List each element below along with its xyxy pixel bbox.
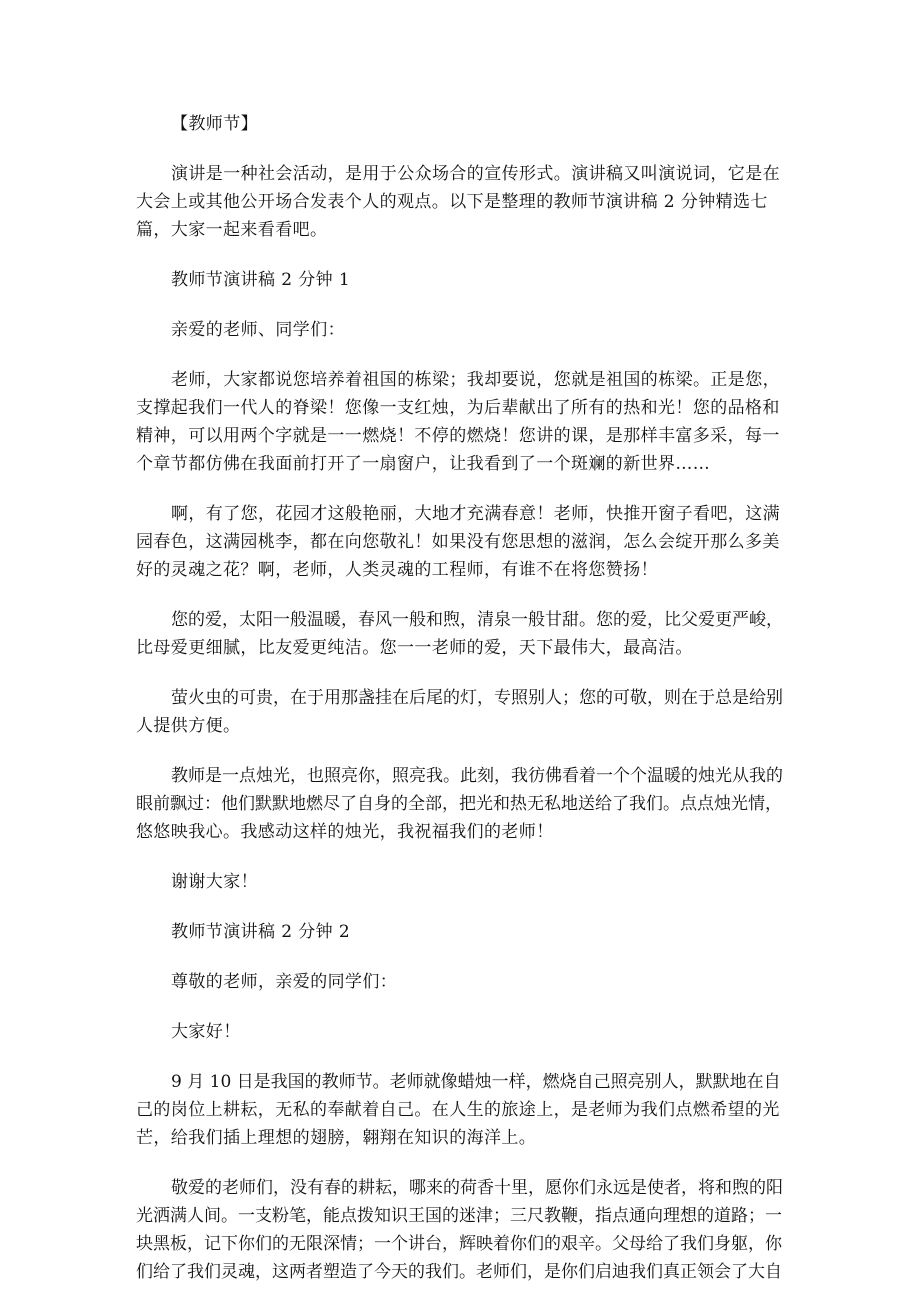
- text-line: 您的爱，太阳一般温暖，春风一般和煦，清泉一般甘甜。您的爱，比父爱更严峻，: [171, 610, 783, 630]
- text-line: 篇，大家一起来看看吧。: [136, 220, 328, 240]
- text-line: 教师节演讲稿 2 分钟 2: [171, 922, 351, 942]
- text-line: 萤火虫的可贵，在于用那盏挂在后尾的灯，专照别人；您的可敬，则在于总是给别: [171, 688, 783, 708]
- text-line: 个章节都仿佛在我面前打开了一扇窗户，让我看到了一个斑斓的新世界……: [136, 454, 711, 474]
- text-line: 【教师节】: [171, 114, 258, 134]
- text-line: 光洒满人间。一支粉笔，能点拨知识王国的迷津；三尺教鞭，指点通向理想的道路；一: [136, 1206, 782, 1226]
- text-line: 大家好！: [171, 1022, 241, 1042]
- text-line: 大会上或其他公开场合发表个人的观点。以下是整理的教师节演讲稿 2 分钟精选七: [136, 192, 768, 212]
- text-line: 们给了我们灵魂，这两者塑造了今天的我们。老师们，是你们启迪我们真正领会了大自: [136, 1262, 782, 1282]
- text-line: 演讲是一种社会活动，是用于公众场合的宣传形式。演讲稿又叫演说词，它是在: [171, 164, 780, 184]
- text-line: 园春色，这满园桃李，都在向您敬礼！如果没有您思想的滋润，怎么会绽开那么多美: [136, 532, 780, 552]
- text-line: 老师，大家都说您培养着祖国的栋梁；我却要说，您就是祖国的栋梁。正是您，: [171, 370, 780, 390]
- text-line: 悠悠映我心。我感动这样的烛光，我祝福我们的老师！: [136, 822, 554, 842]
- text-line: 块黑板，记下你们的无限深情；一个讲台，辉映着你们的艰辛。父母给了我们身躯，你: [136, 1234, 782, 1254]
- text-line: 己的岗位上耕耘，无私的奉献着自己。在人生的旅途上，是老师为我们点燃希望的光: [136, 1100, 780, 1120]
- text-line: 谢谢大家！: [171, 872, 258, 892]
- text-line: 支撑起我们一代人的脊梁！您像一支红烛，为后辈献出了所有的热和光！您的品格和: [136, 398, 780, 418]
- text-line: 教师是一点烛光，也照亮你，照亮我。此刻，我彷佛看着一个个温暖的烛光从我的: [171, 766, 783, 786]
- document-page: [136, 110, 784, 1286]
- text-line: 好的灵魂之花？啊，老师，人类灵魂的工程师，有谁不在将您赞扬！: [136, 560, 658, 580]
- text-line: 教师节演讲稿 2 分钟 1: [171, 270, 351, 290]
- text-line: 9 月 10 日是我国的教师节。老师就像蜡烛一样，燃烧自己照亮别人，默默地在自: [171, 1072, 781, 1092]
- text-line: 芒，给我们插上理想的翅膀，翱翔在知识的海洋上。: [136, 1128, 537, 1148]
- text-line: 啊，有了您，花园才这般艳丽，大地才充满春意！老师，快推开窗子看吧，这满: [171, 504, 780, 524]
- text-line: 比母爱更细腻，比友爱更纯洁。您一一老师的爱，天下最伟大，最高洁。: [136, 638, 693, 658]
- text-line: 尊敬的老师，亲爱的同学们：: [171, 972, 398, 992]
- text-line: 精神，可以用两个字就是一一燃烧！不停的燃烧！您讲的课，是那样丰富多采，每一: [136, 426, 780, 446]
- text-line: 敬爱的老师们，没有春的耕耘，哪来的荷香十里，愿你们永远是使者，将和煦的阳: [171, 1178, 783, 1198]
- text-line: 亲爱的老师、同学们：: [171, 320, 345, 340]
- text-line: 人提供方便。: [136, 716, 241, 736]
- text-line: 眼前飘过：他们默默地燃尽了自身的全部，把光和热无私地送给了我们。点点烛光情，: [136, 794, 782, 814]
